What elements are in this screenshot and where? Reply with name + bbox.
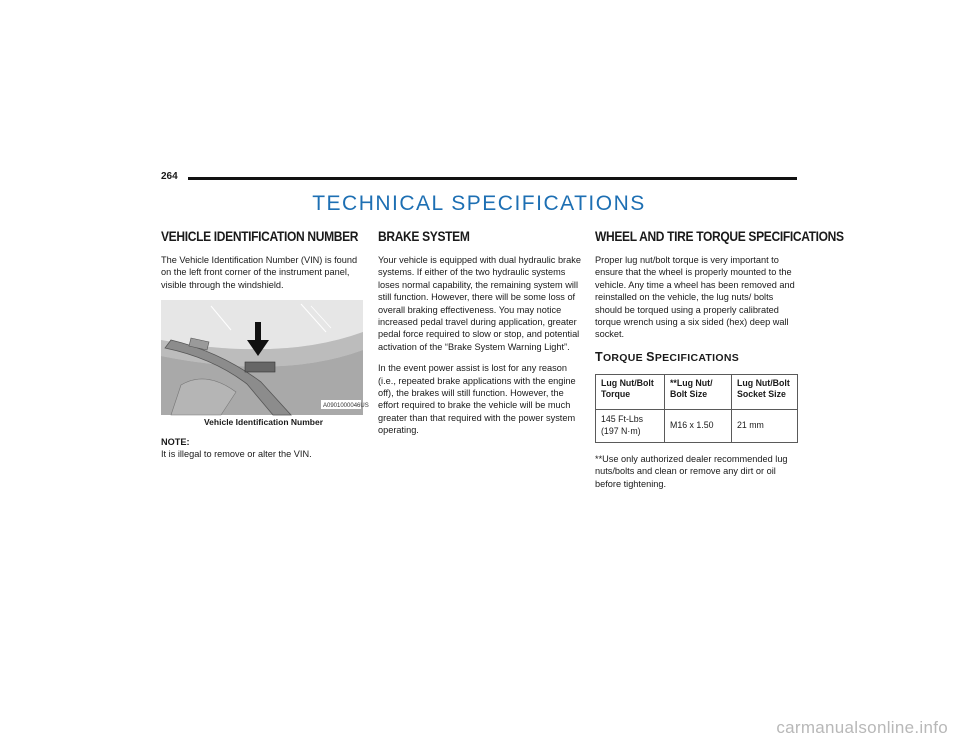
torque-footnote: **Use only authorized dealer recommended lug nuts/bolts and clean or remove any dirt or oil before tightening. [595,453,788,489]
table-header: **Lug Nut/ Bolt Size [665,374,732,409]
torque-body: Proper lug nut/bolt torque is very important to ensure that the wheel is properly mounted to the vehicle. Any time a wheel has been removed and reinstalled on the vehicle, the lug nuts/ bolts should be torqued using a properly calibrated torque wrench using a six sided (hex) deep wall socket. [595,255,795,340]
vin-body: The Vehicle Identification Number (VIN) is found on the left front corner of the instrument panel, visible through the windshield. [161,255,358,290]
chapter-title: TECHNICAL SPECIFICATIONS [312,192,646,215]
windshield-illustration [161,300,369,415]
page-number: 264 [161,171,178,182]
vin-heading: VEHICLE IDENTIFICATION NUMBER [161,228,359,244]
torque-table [595,374,798,443]
table-cell: 145 Ft-Lbs (197 N·m) [596,409,665,442]
table-cell: M16 x 1.50 [665,409,732,442]
brake-paragraph-1: Your vehicle is equipped with dual hydraulic brake systems. If either of the two hydraulic systems loses normal capability, the remaining system will still function. However, there will be some loss of overall braking effectiveness. You may notice increased pedal travel during application, greater pedal force required to slow or stop, and potential activation of the “Brake System Warning Light”. [378,255,581,352]
vin-figure-caption: Vehicle Identification Number [203,417,324,428]
figure-code: A0901000046US [323,403,369,410]
table-header-row [596,374,798,409]
table-cell: 21 mm [732,409,798,442]
table-header: Lug Nut/Bolt Torque [596,374,665,409]
brake-column [378,228,583,446]
note-text: It is illegal to remove or alter the VIN. [161,449,312,460]
torque-subheading: TORQUE SPECIFICATIONS [595,349,740,364]
brake-heading: BRAKE SYSTEM [378,228,470,244]
vin-figure [161,300,369,415]
watermark: carmanualsonline.info [776,718,948,737]
table-header: Lug Nut/Bolt Socket Size [732,374,798,409]
table-row [596,409,798,442]
torque-column [595,228,844,499]
note-label: NOTE: [161,437,190,448]
torque-heading: WHEEL AND TIRE TORQUE SPECIFICATIONS [595,228,844,244]
vin-column [161,228,369,460]
header-rule [188,177,797,180]
brake-paragraph-2: In the event power assist is lost for any reason (i.e., repeated brake applications with the engine off), the brakes will still function. However, the effort required to brake the vehicle will be much greater than that required with the power system operating. [378,363,576,436]
